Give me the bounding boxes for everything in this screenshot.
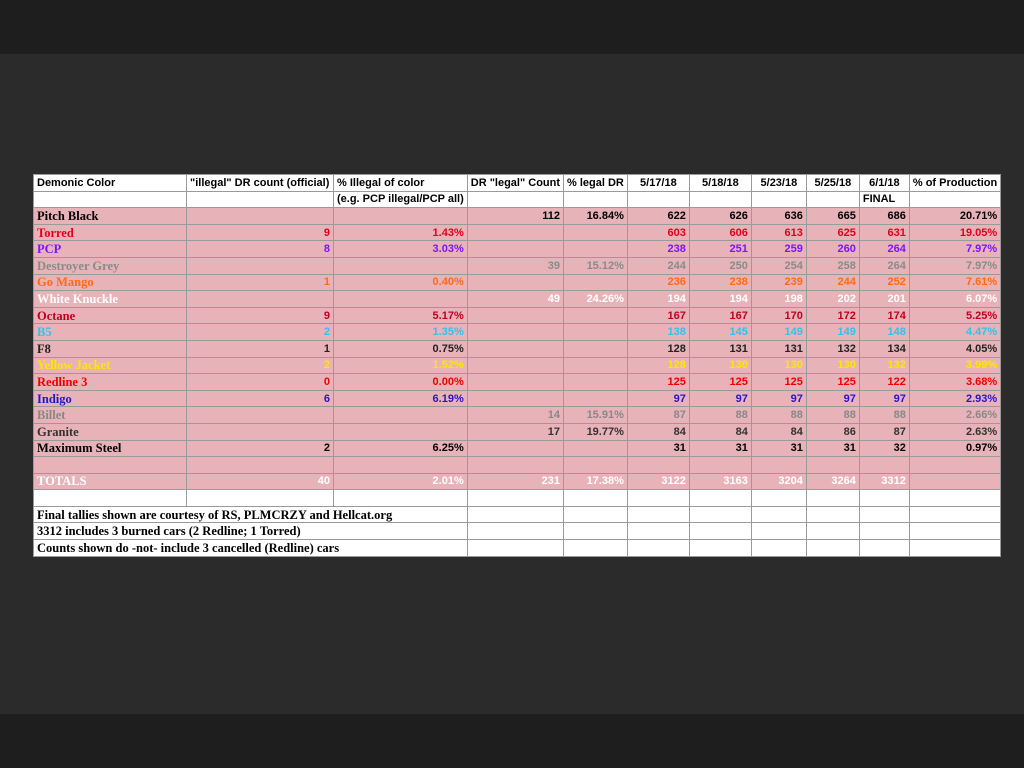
header-cell — [187, 191, 334, 208]
value-cell: 172 — [806, 307, 859, 324]
value-cell: 0 — [187, 374, 334, 391]
value-cell: 31 — [806, 440, 859, 457]
value-cell: 130 — [689, 357, 751, 374]
value-cell: 130 — [806, 357, 859, 374]
value-cell: 4.05% — [909, 340, 1000, 357]
value-cell: 84 — [627, 423, 689, 440]
table-row — [34, 357, 1001, 374]
value-cell — [187, 291, 334, 308]
note-row — [34, 506, 1001, 523]
color-name-cell: Granite — [34, 423, 187, 440]
value-cell: 6.25% — [334, 440, 468, 457]
value-cell: 88 — [806, 407, 859, 424]
value-cell — [564, 374, 628, 391]
value-cell: 198 — [751, 291, 806, 308]
value-cell: 264 — [859, 241, 909, 258]
value-cell: 665 — [806, 208, 859, 225]
empty-cell — [564, 540, 628, 557]
value-cell: 15.91% — [564, 407, 628, 424]
bottom-letterbox — [0, 714, 1024, 768]
color-name-cell: Pitch Black — [34, 208, 187, 225]
value-cell — [334, 257, 468, 274]
note-text: Final tallies shown are courtesy of RS, PLMCRZY and Hellcat.org — [34, 506, 468, 523]
color-name-cell: TOTALS — [34, 473, 187, 490]
value-cell — [751, 490, 806, 507]
value-cell: 138 — [627, 324, 689, 341]
value-cell — [467, 457, 563, 474]
color-name-cell: Torred — [34, 224, 187, 241]
value-cell: 15.12% — [564, 257, 628, 274]
value-cell — [334, 490, 468, 507]
value-cell: 2 — [187, 324, 334, 341]
value-cell: 9 — [187, 224, 334, 241]
value-cell: 0.97% — [909, 440, 1000, 457]
value-cell: 174 — [859, 307, 909, 324]
value-cell: 3122 — [627, 473, 689, 490]
empty-cell — [806, 506, 859, 523]
value-cell — [467, 440, 563, 457]
spacer-row — [34, 457, 1001, 474]
value-cell — [564, 457, 628, 474]
empty-cell — [751, 506, 806, 523]
value-cell — [467, 241, 563, 258]
value-cell: 7.97% — [909, 241, 1000, 258]
header-cell — [751, 191, 806, 208]
value-cell — [564, 357, 628, 374]
value-cell: 97 — [806, 390, 859, 407]
value-cell: 686 — [859, 208, 909, 225]
value-cell — [334, 407, 468, 424]
value-cell: 3163 — [689, 473, 751, 490]
value-cell: 254 — [751, 257, 806, 274]
value-cell: 31 — [627, 440, 689, 457]
table-row — [34, 257, 1001, 274]
illegal-note-cell: (e.g. PCP illegal/PCP all) — [334, 191, 468, 208]
value-cell: 88 — [859, 407, 909, 424]
value-cell: 236 — [627, 274, 689, 291]
note-text: Counts shown do -not- include 3 cancelled (Redline) cars — [34, 540, 468, 557]
value-cell — [467, 340, 563, 357]
value-cell: 202 — [806, 291, 859, 308]
empty-cell — [467, 523, 563, 540]
value-cell: 97 — [859, 390, 909, 407]
empty-cell — [627, 523, 689, 540]
empty-cell — [909, 506, 1000, 523]
color-name-cell: Billet — [34, 407, 187, 424]
value-cell: 8 — [187, 241, 334, 258]
value-cell: 194 — [689, 291, 751, 308]
header-cell — [909, 191, 1000, 208]
empty-cell — [859, 540, 909, 557]
header-cell: % legal DR — [564, 175, 628, 192]
value-cell — [467, 224, 563, 241]
value-cell: 2.63% — [909, 423, 1000, 440]
empty-cell — [806, 540, 859, 557]
value-cell: 238 — [627, 241, 689, 258]
empty-cell — [564, 506, 628, 523]
empty-cell — [689, 523, 751, 540]
value-cell: 258 — [806, 257, 859, 274]
value-cell: 3264 — [806, 473, 859, 490]
table-row — [34, 307, 1001, 324]
color-name-cell: Go Mango — [34, 274, 187, 291]
spreadsheet-body — [34, 175, 1001, 557]
value-cell: 87 — [859, 423, 909, 440]
value-cell: 0.40% — [334, 274, 468, 291]
color-name-cell: Destroyer Grey — [34, 257, 187, 274]
value-cell: 1.35% — [334, 324, 468, 341]
value-cell — [564, 440, 628, 457]
value-cell: 0.75% — [334, 340, 468, 357]
header-cell: 5/23/18 — [751, 175, 806, 192]
value-cell: 250 — [689, 257, 751, 274]
header-cell: 5/25/18 — [806, 175, 859, 192]
note-row — [34, 540, 1001, 557]
value-cell: 0.00% — [334, 374, 468, 391]
value-cell: 16.84% — [564, 208, 628, 225]
table-row — [34, 390, 1001, 407]
value-cell — [909, 473, 1000, 490]
value-cell: 1 — [187, 274, 334, 291]
value-cell: 625 — [806, 224, 859, 241]
empty-cell — [627, 540, 689, 557]
value-cell: 239 — [751, 274, 806, 291]
header-cell — [34, 191, 187, 208]
table-row — [34, 224, 1001, 241]
header-cell — [806, 191, 859, 208]
table-row — [34, 291, 1001, 308]
value-cell: 31 — [689, 440, 751, 457]
header-cell: 5/18/18 — [689, 175, 751, 192]
value-cell — [467, 274, 563, 291]
value-cell: 170 — [751, 307, 806, 324]
value-cell: 2 — [187, 440, 334, 457]
value-cell: 131 — [751, 340, 806, 357]
value-cell: 97 — [689, 390, 751, 407]
value-cell: 24.26% — [564, 291, 628, 308]
value-cell: 259 — [751, 241, 806, 258]
color-name-cell: PCP — [34, 241, 187, 258]
value-cell — [689, 457, 751, 474]
table-row — [34, 241, 1001, 258]
value-cell: 130 — [751, 357, 806, 374]
empty-cell — [859, 506, 909, 523]
value-cell — [564, 274, 628, 291]
value-cell: 5.25% — [909, 307, 1000, 324]
totals-row — [34, 473, 1001, 490]
value-cell: 49 — [467, 291, 563, 308]
value-cell — [859, 490, 909, 507]
value-cell: 125 — [806, 374, 859, 391]
value-cell: 6.19% — [334, 390, 468, 407]
value-cell: 631 — [859, 224, 909, 241]
note-row — [34, 523, 1001, 540]
table-row — [34, 340, 1001, 357]
value-cell: 260 — [806, 241, 859, 258]
value-cell: 19.77% — [564, 423, 628, 440]
value-cell: 5.17% — [334, 307, 468, 324]
final-label-cell: FINAL — [859, 191, 909, 208]
value-cell: 622 — [627, 208, 689, 225]
value-cell — [909, 490, 1000, 507]
value-cell — [564, 490, 628, 507]
value-cell: 9 — [187, 307, 334, 324]
value-cell: 39 — [467, 257, 563, 274]
empty-cell — [689, 540, 751, 557]
value-cell: 131 — [689, 340, 751, 357]
value-cell: 1.43% — [334, 224, 468, 241]
color-name-cell: Octane — [34, 307, 187, 324]
value-cell — [467, 390, 563, 407]
value-cell: 132 — [806, 340, 859, 357]
empty-cell — [467, 506, 563, 523]
value-cell — [564, 390, 628, 407]
table-row — [34, 440, 1001, 457]
table-row — [34, 374, 1001, 391]
header-cell — [689, 191, 751, 208]
value-cell — [859, 457, 909, 474]
value-cell: 201 — [859, 291, 909, 308]
value-cell: 148 — [859, 324, 909, 341]
value-cell — [564, 224, 628, 241]
value-cell: 125 — [627, 374, 689, 391]
empty-cell — [859, 523, 909, 540]
value-cell: 20.71% — [909, 208, 1000, 225]
top-letterbox — [0, 0, 1024, 54]
value-cell: 244 — [627, 257, 689, 274]
color-name-cell: B5 — [34, 324, 187, 341]
color-name-cell — [34, 490, 187, 507]
value-cell — [689, 490, 751, 507]
empty-cell — [467, 540, 563, 557]
value-cell: 2.93% — [909, 390, 1000, 407]
value-cell: 14 — [467, 407, 563, 424]
value-cell — [467, 357, 563, 374]
value-cell — [334, 208, 468, 225]
header-cell: % Illegal of color — [334, 175, 468, 192]
value-cell: 2.01% — [334, 473, 468, 490]
table-row — [34, 423, 1001, 440]
value-cell: 17 — [467, 423, 563, 440]
value-cell: 636 — [751, 208, 806, 225]
value-cell: 1 — [187, 340, 334, 357]
header-cell — [467, 191, 563, 208]
note-text: 3312 includes 3 burned cars (2 Redline; 1 Torred) — [34, 523, 468, 540]
value-cell: 84 — [751, 423, 806, 440]
value-cell — [751, 457, 806, 474]
value-cell — [564, 241, 628, 258]
color-name-cell: F8 — [34, 340, 187, 357]
value-cell: 86 — [806, 423, 859, 440]
value-cell: 251 — [689, 241, 751, 258]
value-cell: 149 — [806, 324, 859, 341]
value-cell: 194 — [627, 291, 689, 308]
production-spreadsheet — [33, 174, 1001, 557]
value-cell: 88 — [751, 407, 806, 424]
table-row — [34, 274, 1001, 291]
value-cell: 6.07% — [909, 291, 1000, 308]
value-cell: 134 — [859, 340, 909, 357]
value-cell: 6 — [187, 390, 334, 407]
header-row — [34, 175, 1001, 192]
value-cell: 7.61% — [909, 274, 1000, 291]
value-cell: 606 — [689, 224, 751, 241]
value-cell: 132 — [859, 357, 909, 374]
empty-cell — [627, 506, 689, 523]
color-name-cell — [34, 457, 187, 474]
value-cell: 1.52% — [334, 357, 468, 374]
value-cell: 31 — [751, 440, 806, 457]
color-name-cell: White Knuckle — [34, 291, 187, 308]
empty-cell — [806, 523, 859, 540]
value-cell — [564, 307, 628, 324]
value-cell — [909, 457, 1000, 474]
value-cell: 613 — [751, 224, 806, 241]
value-cell: 125 — [751, 374, 806, 391]
color-name-cell: Yellow Jacket — [34, 357, 187, 374]
value-cell: 7.97% — [909, 257, 1000, 274]
header-cell — [564, 191, 628, 208]
value-cell: 97 — [751, 390, 806, 407]
value-cell — [467, 307, 563, 324]
color-name-cell: Redline 3 — [34, 374, 187, 391]
value-cell — [806, 490, 859, 507]
value-cell: 264 — [859, 257, 909, 274]
value-cell: 97 — [627, 390, 689, 407]
value-cell — [564, 340, 628, 357]
header-cell: % of Production — [909, 175, 1000, 192]
value-cell — [564, 324, 628, 341]
empty-cell — [909, 523, 1000, 540]
value-cell — [627, 457, 689, 474]
color-name-cell: Maximum Steel — [34, 440, 187, 457]
value-cell: 3.03% — [334, 241, 468, 258]
spacer-row — [34, 490, 1001, 507]
value-cell: 17.38% — [564, 473, 628, 490]
header-cell: 6/1/18 — [859, 175, 909, 192]
value-cell: 3312 — [859, 473, 909, 490]
empty-cell — [564, 523, 628, 540]
value-cell — [806, 457, 859, 474]
value-cell — [467, 490, 563, 507]
value-cell: 231 — [467, 473, 563, 490]
value-cell: 19.05% — [909, 224, 1000, 241]
value-cell — [187, 407, 334, 424]
header-cell — [627, 191, 689, 208]
header-cell: Demonic Color — [34, 175, 187, 192]
value-cell — [467, 374, 563, 391]
value-cell: 32 — [859, 440, 909, 457]
value-cell: 252 — [859, 274, 909, 291]
value-cell: 238 — [689, 274, 751, 291]
value-cell — [187, 208, 334, 225]
value-cell: 2 — [187, 357, 334, 374]
value-cell: 626 — [689, 208, 751, 225]
value-cell: 167 — [689, 307, 751, 324]
value-cell: 122 — [859, 374, 909, 391]
value-cell: 88 — [689, 407, 751, 424]
value-cell — [187, 457, 334, 474]
table-row — [34, 407, 1001, 424]
value-cell: 2.66% — [909, 407, 1000, 424]
value-cell: 87 — [627, 407, 689, 424]
empty-cell — [689, 506, 751, 523]
value-cell: 3.68% — [909, 374, 1000, 391]
value-cell — [334, 457, 468, 474]
value-cell: 3.99% — [909, 357, 1000, 374]
value-cell — [334, 423, 468, 440]
value-cell: 125 — [689, 374, 751, 391]
value-cell — [467, 324, 563, 341]
value-cell: 167 — [627, 307, 689, 324]
empty-cell — [909, 540, 1000, 557]
value-cell — [187, 257, 334, 274]
color-name-cell: Indigo — [34, 390, 187, 407]
header-cell: DR "legal" Count — [467, 175, 563, 192]
value-cell: 112 — [467, 208, 563, 225]
header-cell: 5/17/18 — [627, 175, 689, 192]
table-row — [34, 324, 1001, 341]
value-cell: 145 — [689, 324, 751, 341]
header-subrow — [34, 191, 1001, 208]
value-cell — [187, 423, 334, 440]
value-cell: 244 — [806, 274, 859, 291]
empty-cell — [751, 540, 806, 557]
value-cell: 128 — [627, 340, 689, 357]
value-cell: 149 — [751, 324, 806, 341]
empty-cell — [751, 523, 806, 540]
value-cell: 603 — [627, 224, 689, 241]
table-row — [34, 208, 1001, 225]
value-cell — [334, 291, 468, 308]
value-cell: 3204 — [751, 473, 806, 490]
value-cell: 4.47% — [909, 324, 1000, 341]
value-cell — [627, 490, 689, 507]
value-cell: 128 — [627, 357, 689, 374]
header-cell: "illegal" DR count (official) — [187, 175, 334, 192]
value-cell: 84 — [689, 423, 751, 440]
value-cell — [187, 490, 334, 507]
value-cell: 40 — [187, 473, 334, 490]
